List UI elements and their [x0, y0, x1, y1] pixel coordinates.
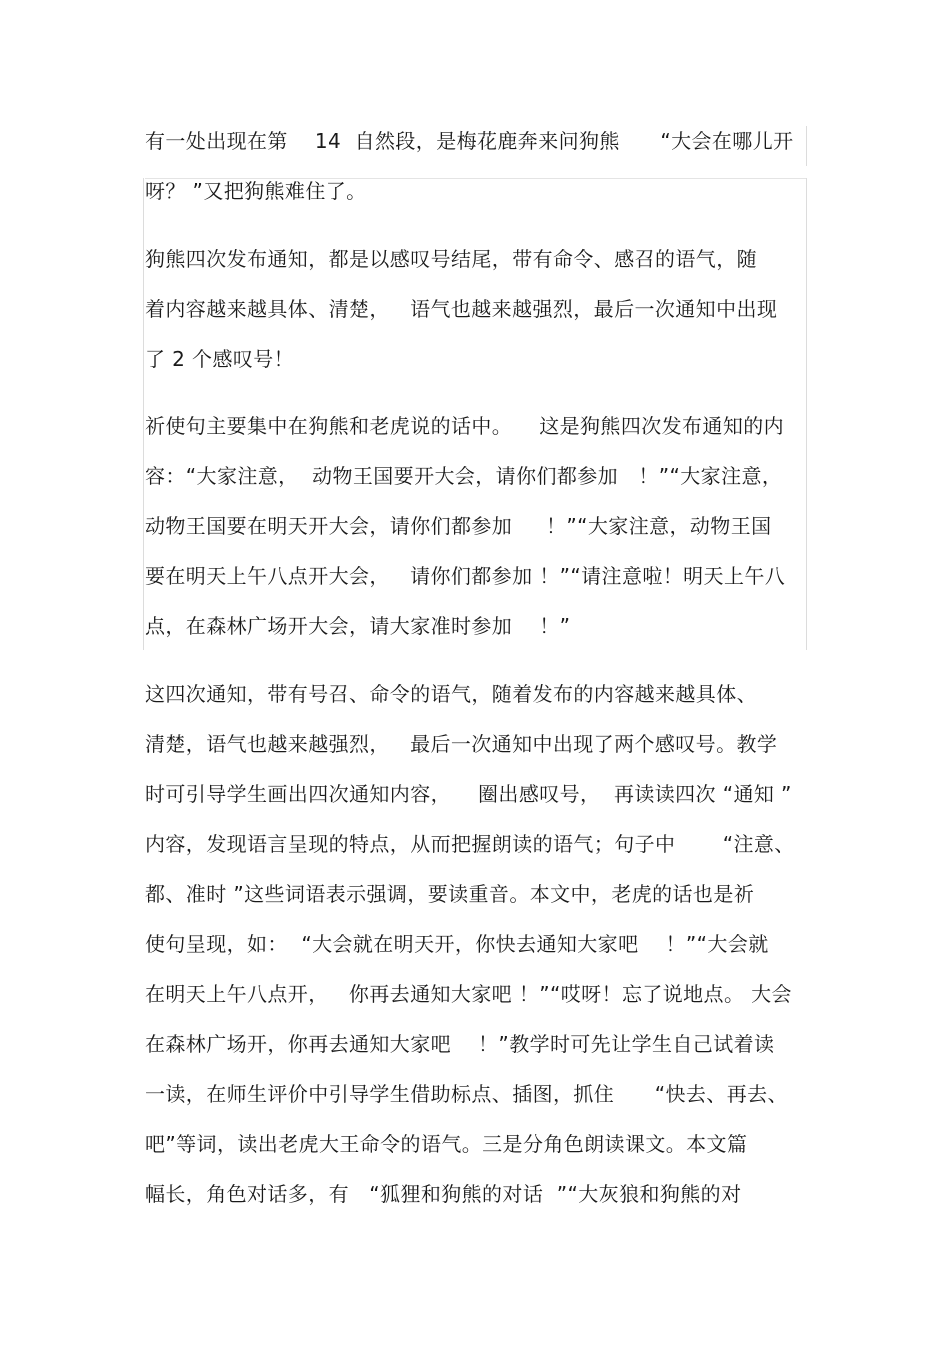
text-line-18: 在森林广场开，你再去通知大家吧 ！”教学时可先让学生自己试着读 — [145, 1032, 775, 1056]
text-line-20: 吧”等词，读出老虎大王命令的语气。三是分角色朗读课文。本文篇 — [145, 1132, 748, 1156]
text-line-5: 了 2 个感叹号！ — [145, 347, 295, 371]
text-line-19: 一读，在师生评价中引导学生借助标点、插图，抓住 “快去、再去、 — [145, 1082, 788, 1106]
text-line-14: 内容，发现语言呈现的特点，从而把握朗读的语气；句子中 “注意、 — [145, 832, 795, 856]
frame-line-right-top — [806, 126, 807, 166]
text-line-4: 着内容越来越具体、清楚， 语气也越来越强烈，最后一次通知中出现 — [145, 297, 778, 321]
frame-line-right-main — [806, 178, 807, 650]
text-line-3: 狗熊四次发布通知，都是以感叹号结尾，带有命令、感召的语气，随 — [145, 247, 757, 271]
text-line-12: 清楚，语气也越来越强烈， 最后一次通知中出现了两个感叹号。教学 — [145, 732, 778, 756]
text-line-7: 容：“大家注意， 动物王国要开大会，请你们都参加 ！”“大家注意， — [145, 464, 783, 488]
text-line-21: 幅长，角色对话多，有 “狐狸和狗熊的对话 ”“大灰狼和狗熊的对 — [145, 1182, 742, 1206]
text-line-1: 有一处出现在第 14 自然段，是梅花鹿奔来问狗熊 “大会在哪儿开 — [145, 129, 794, 153]
text-line-15: 都、准时 ”这些词语表示强调，要读重音。本文中，老虎的话也是祈 — [145, 882, 755, 906]
text-line-10: 点，在森林广场开大会，请大家准时参加 ！” — [145, 614, 571, 638]
text-line-16: 使句呈现，如： “大会就在明天开，你快去通知大家吧 ！”“大会就 — [145, 932, 769, 956]
text-line-2: 呀？ ”又把狗熊难住了。 — [145, 179, 367, 203]
frame-line-left-main — [143, 178, 144, 650]
text-line-13: 时可引导学生画出四次通知内容， 圈出感叹号， 再读读四次 “通知 ” — [145, 782, 792, 806]
text-line-9: 要在明天上午八点开大会， 请你们都参加 ！”“请注意啦！明天上午八 — [145, 564, 786, 588]
text-line-8: 动物王国要在明天开大会，请你们都参加 ！”“大家注意，动物王国 — [145, 514, 772, 538]
text-line-17: 在明天上午八点开， 你再去通知大家吧 ！”“哎呀！忘了说地点。 大会 — [145, 982, 792, 1006]
text-line-6: 祈使句主要集中在狗熊和老虎说的话中。 这是狗熊四次发布通知的内 — [145, 414, 785, 438]
text-line-11: 这四次通知，带有号召、命令的语气，随着发布的内容越来越具体、 — [145, 682, 757, 706]
